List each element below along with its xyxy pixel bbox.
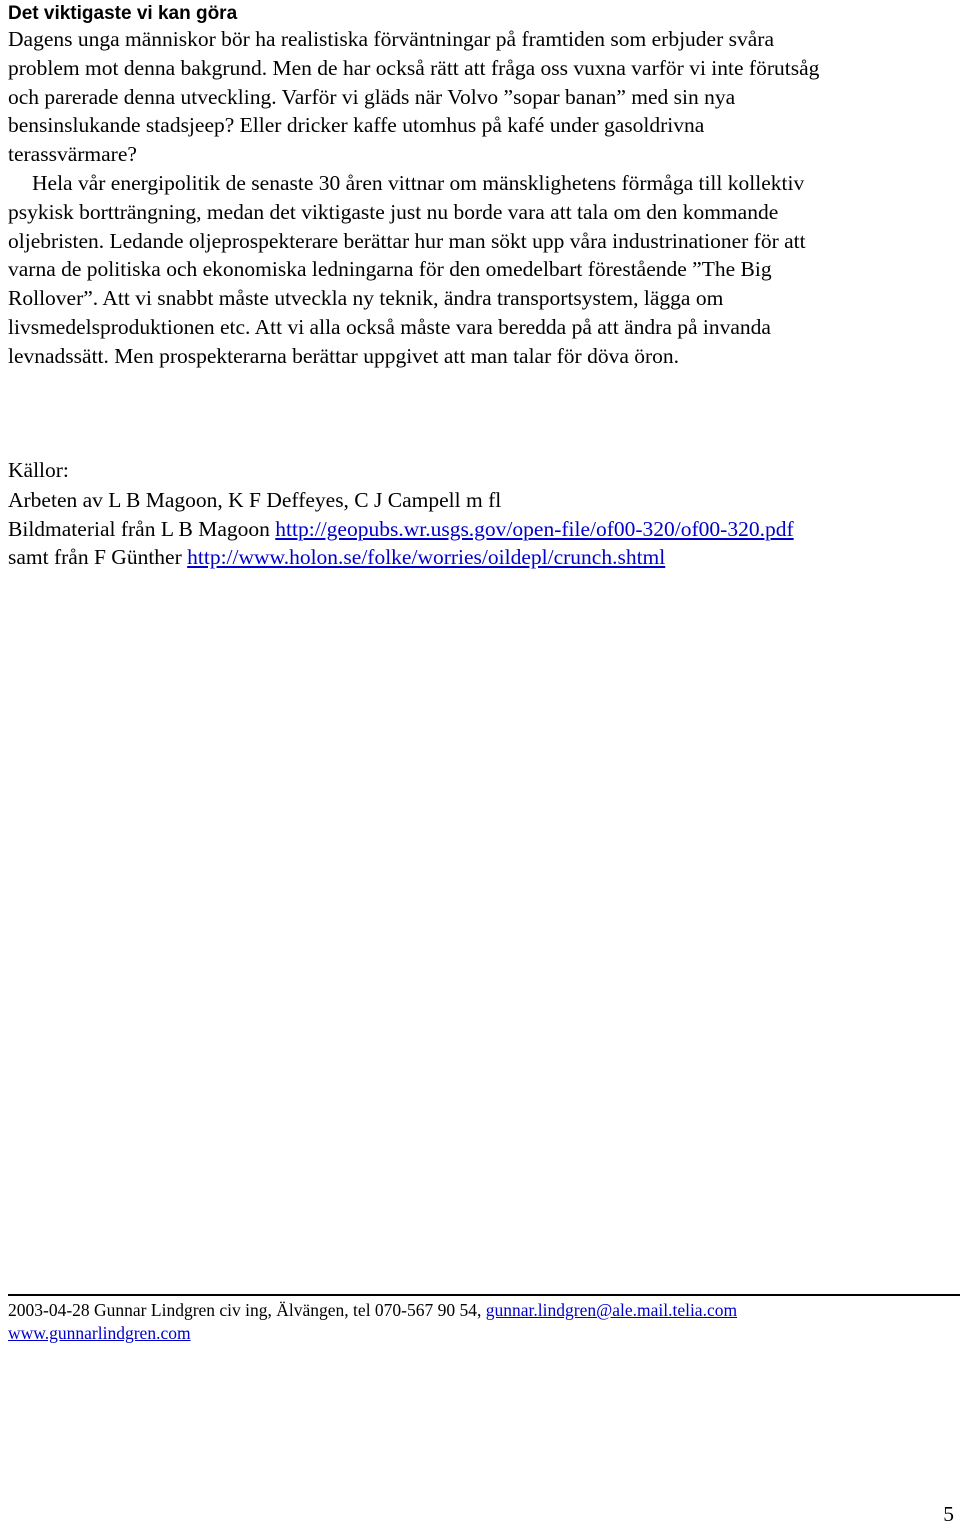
sources-heading: Källor: [8, 458, 69, 482]
paragraph-line: Rollover”. Att vi snabbt måste utveckla ny teknik, ändra transportsystem, lägga om [8, 286, 724, 311]
footer-divider [8, 1294, 960, 1296]
paragraph-energy-policy [8, 169, 956, 371]
paragraph-line: varna de politiska och ekonomiska ledningarna för den omedelbart förestående ”The Big [8, 257, 772, 282]
page-footer [8, 1299, 737, 1345]
sources-second-line [8, 543, 794, 572]
paragraph-intro [8, 25, 956, 169]
page-number: 5 [943, 1502, 954, 1526]
usgs-pdf-link[interactable]: http://geopubs.wr.usgs.gov/open-file/of00-320/of00-320.pdf [275, 516, 794, 541]
paragraph-line: Dagens unga människor bör ha realistiska förväntningar på framtiden som erbjuder svåra [8, 27, 774, 51]
paragraph-line: livsmedelsproduktionen etc. Att vi alla också måste vara beredda på att ändra på invanda [8, 314, 771, 339]
paragraph-line: problem mot denna bakgrund. Men de har också rätt att fråga oss vuxna varför vi inte förutsåg [8, 55, 820, 80]
sources-block [8, 456, 794, 572]
sources-second-prefix: samt från F Günther [8, 545, 188, 570]
holon-link[interactable]: http://www.holon.se/folke/worries/oildepl/crunch.shtml [187, 545, 666, 570]
section-heading: Det viktigaste vi kan göra [8, 3, 238, 24]
paragraph-line: Hela vår energipolitik de senaste 30 åren vittnar om mänsklighetens förmåga till kollektiv [32, 171, 805, 195]
sources-image-line [8, 515, 794, 544]
footer-contact-line [8, 1299, 737, 1322]
paragraph-line: terassvärmare? [8, 142, 137, 167]
paragraph-line: bensinslukande stadsjeep? Eller dricker kaffe utomhus på kafé under gasoldrivna [8, 113, 705, 138]
email-link[interactable]: gunnar.lindgren@ale.mail.telia.com [485, 1300, 738, 1320]
footer-text: 2003-04-28 Gunnar Lindgren civ ing, Älvängen, tel 070-567 90 54, [8, 1300, 486, 1320]
sources-image-prefix: Bildmaterial från L B Magoon [8, 516, 276, 541]
paragraph-line: oljebristen. Ledande oljeprospekterare berättar hur man sökt upp våra industrinationer för att [8, 228, 806, 253]
website-link[interactable]: www.gunnarlindgren.com [8, 1323, 191, 1343]
paragraph-line: levnadssätt. Men prospekterarna berättar uppgivet att man talar för döva öron. [8, 343, 680, 368]
paragraph-line: psykisk bortträngning, medan det viktigaste just nu borde vara att tala om den kommande [8, 199, 779, 224]
sources-authors: Arbeten av L B Magoon, K F Deffeyes, C J Campell m fl [8, 487, 502, 512]
paragraph-line: och parerade denna utveckling. Varför vi gläds när Volvo ”sopar banan” med sin nya [8, 84, 736, 109]
